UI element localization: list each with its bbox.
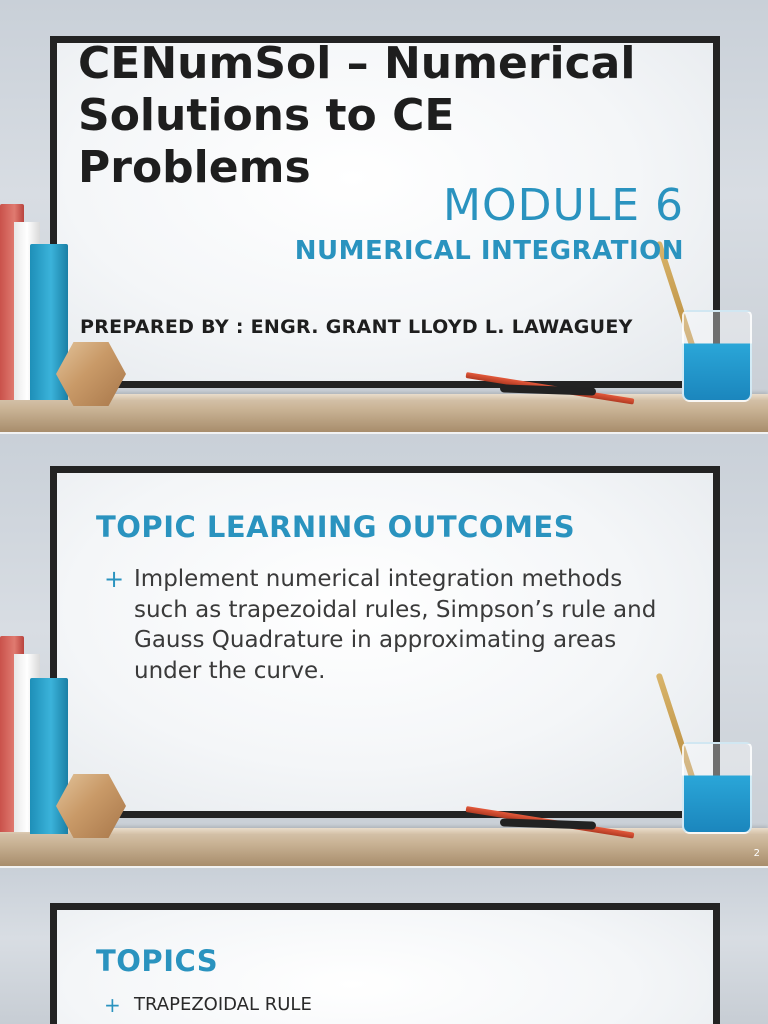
outcome-text: Implement numerical integration methods such as trapezoidal rules, Simpson’s rule and Gauss Quadrature in approximating areas under the curve.: [134, 566, 657, 684]
slide-1: [0, 0, 768, 432]
topics-heading: TOPICS: [96, 944, 219, 978]
module-subtitle: NUMERICAL INTEGRATION: [294, 236, 684, 266]
slide-2: [0, 434, 768, 866]
topics-list: [104, 992, 644, 1018]
topic-text: TRAPEZOIDAL RULE: [134, 994, 312, 1015]
outcomes-heading: TOPIC LEARNING OUTCOMES: [96, 510, 576, 544]
module-label: MODULE 6: [443, 180, 684, 231]
course-title: CENumSol – Numerical Solutions to CE Problems: [78, 38, 636, 193]
list-item: [104, 992, 644, 1018]
plus-bullet-icon: +: [104, 993, 121, 1017]
slide-3: [0, 868, 768, 1024]
list-item: [104, 564, 664, 686]
wooden-shelf: [0, 394, 768, 432]
prepared-by: PREPARED BY : ENGR. GRANT LLOYD L. LAWAGUEY: [80, 316, 633, 338]
slide-number: 2: [753, 848, 760, 859]
wooden-shelf: [0, 828, 768, 866]
paint-jar-icon: [682, 310, 752, 402]
plus-bullet-icon: +: [104, 565, 125, 593]
paint-jar-icon: [682, 742, 752, 834]
outcomes-list: [104, 564, 664, 686]
